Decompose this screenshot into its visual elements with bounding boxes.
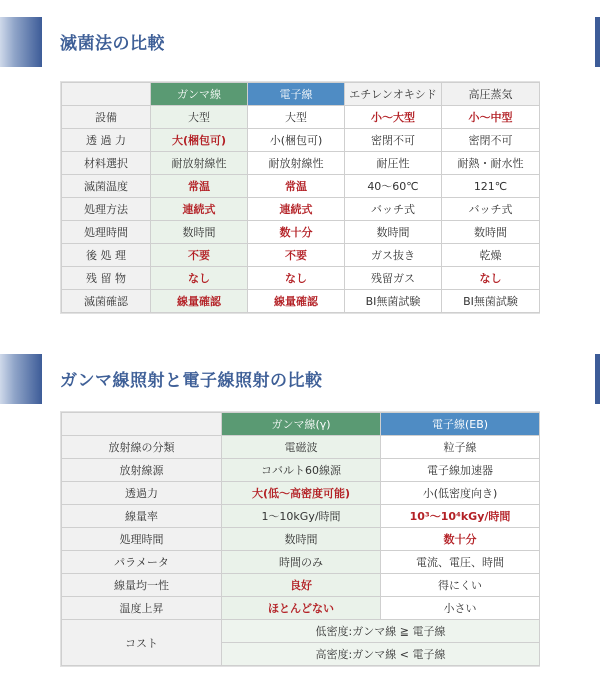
header-corner (62, 413, 222, 436)
table-cell: 大(低〜高密度可能) (222, 482, 381, 505)
table-cell: 数十分 (248, 221, 345, 244)
header-steam: 高圧蒸気 (442, 83, 540, 106)
table-cell: 常温 (151, 175, 248, 198)
table-row (62, 551, 540, 574)
table-cell: 密閉不可 (345, 129, 442, 152)
row-label: 滅菌確認 (62, 290, 151, 313)
table-cell: 耐放射線性 (151, 152, 248, 175)
title-accent-block (0, 17, 42, 67)
table-cell: ガス抜き (345, 244, 442, 267)
row-label: 線量率 (62, 505, 222, 528)
table-cell: 小〜中型 (442, 106, 540, 129)
section2-title-bar (0, 354, 600, 404)
table-row (62, 528, 540, 551)
table-cell: 大(梱包可) (151, 129, 248, 152)
table-cell: 大型 (151, 106, 248, 129)
header-electron: 電子線(EB) (381, 413, 540, 436)
table-row (62, 459, 540, 482)
table-cell: なし (151, 267, 248, 290)
cost-label: コスト (62, 620, 222, 666)
table-row (62, 436, 540, 459)
row-label: 放射線の分類 (62, 436, 222, 459)
table-cell: 小(梱包可) (248, 129, 345, 152)
row-label: 設備 (62, 106, 151, 129)
table-row (62, 482, 540, 505)
row-label: 透 過 力 (62, 129, 151, 152)
row-label: 温度上昇 (62, 597, 222, 620)
table-cell: なし (248, 267, 345, 290)
title-edge-block (595, 17, 600, 67)
table-cell: 小(低密度向き) (381, 482, 540, 505)
section2-title: ガンマ線照射と電子線照射の比較 (60, 371, 323, 391)
table-cell: 数時間 (222, 528, 381, 551)
title-edge-block (595, 354, 600, 404)
table-row (62, 244, 540, 267)
table-cell: 残留ガス (345, 267, 442, 290)
row-label: 放射線源 (62, 459, 222, 482)
table-cell: なし (442, 267, 540, 290)
table-row (62, 267, 540, 290)
table-row (62, 505, 540, 528)
row-label: 後 処 理 (62, 244, 151, 267)
table-cell: バッチ式 (345, 198, 442, 221)
table-cell: 1〜10kGy/時間 (222, 505, 381, 528)
table-cell: 電子線加速器 (381, 459, 540, 482)
table-cell: 数十分 (381, 528, 540, 551)
row-label: 残 留 物 (62, 267, 151, 290)
table-cell: 電流、電圧、時間 (381, 551, 540, 574)
cost-line-high-density: 高密度:ガンマ線 < 電子線 (222, 643, 540, 666)
table-cell: 乾燥 (442, 244, 540, 267)
table-cell: ほとんどない (222, 597, 381, 620)
sterilization-comparison-table (61, 82, 540, 313)
table-row (62, 574, 540, 597)
section1-title: 滅菌法の比較 (60, 34, 165, 54)
row-label: 材料選択 (62, 152, 151, 175)
row-label: 処理時間 (62, 221, 151, 244)
gamma-vs-eb-table (61, 412, 540, 666)
table-cell: 小さい (381, 597, 540, 620)
table-row (62, 152, 540, 175)
table-header-row (62, 83, 540, 106)
table-cell: 連続式 (248, 198, 345, 221)
table-cell: 電磁波 (222, 436, 381, 459)
table-cell: 得にくい (381, 574, 540, 597)
table-cell: 連続式 (151, 198, 248, 221)
table-cell: 密閉不可 (442, 129, 540, 152)
header-gamma: ガンマ線(γ) (222, 413, 381, 436)
table-cell: BI無菌試験 (345, 290, 442, 313)
row-label: 処理時間 (62, 528, 222, 551)
gamma-vs-eb-panel (60, 411, 540, 667)
header-eo: エチレンオキシド (345, 83, 442, 106)
table-row (62, 175, 540, 198)
table-cell: コバルト60線源 (222, 459, 381, 482)
header-gamma: ガンマ線 (151, 83, 248, 106)
sterilization-comparison-panel (60, 81, 540, 314)
table-cell: 良好 (222, 574, 381, 597)
table-cell: 小〜大型 (345, 106, 442, 129)
table-cell: 40〜60℃ (345, 175, 442, 198)
table-cell: 数時間 (442, 221, 540, 244)
cost-row (62, 620, 540, 643)
row-label: 線量均一性 (62, 574, 222, 597)
table-row (62, 290, 540, 313)
table-cell: バッチ式 (442, 198, 540, 221)
table-cell: 粒子線 (381, 436, 540, 459)
table-row (62, 106, 540, 129)
cost-line-low-density: 低密度:ガンマ線 ≧ 電子線 (222, 620, 540, 643)
header-electron: 電子線 (248, 83, 345, 106)
table-cell: 不要 (248, 244, 345, 267)
table-row (62, 597, 540, 620)
table-cell: BI無菌試験 (442, 290, 540, 313)
row-label: 処理方法 (62, 198, 151, 221)
table-cell: 数時間 (345, 221, 442, 244)
table-row (62, 221, 540, 244)
header-corner (62, 83, 151, 106)
table-cell: 時間のみ (222, 551, 381, 574)
table-row (62, 129, 540, 152)
row-label: 滅菌温度 (62, 175, 151, 198)
title-accent-block (0, 354, 42, 404)
table-cell: 耐圧性 (345, 152, 442, 175)
row-label: パラメータ (62, 551, 222, 574)
table-cell: 耐熱・耐水性 (442, 152, 540, 175)
table-cell: 121℃ (442, 175, 540, 198)
section1-title-bar (0, 17, 600, 67)
table-cell: 10³〜10⁴kGy/時間 (381, 505, 540, 528)
table-cell: 数時間 (151, 221, 248, 244)
table-cell: 大型 (248, 106, 345, 129)
table-cell: 耐放射線性 (248, 152, 345, 175)
table-header-row (62, 413, 540, 436)
table-row (62, 198, 540, 221)
table-cell: 不要 (151, 244, 248, 267)
row-label: 透過力 (62, 482, 222, 505)
table-cell: 常温 (248, 175, 345, 198)
table-cell: 線量確認 (248, 290, 345, 313)
table-cell: 線量確認 (151, 290, 248, 313)
